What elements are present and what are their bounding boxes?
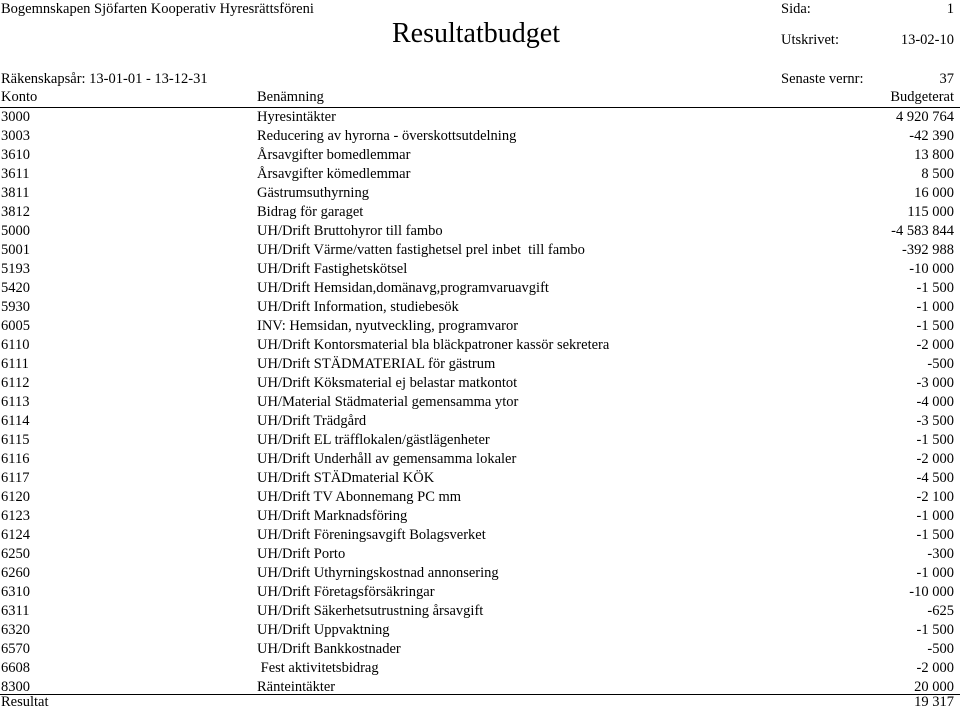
row-amount: -1 000 [916, 299, 954, 315]
row-account: 5000 [1, 223, 30, 239]
row-name: Årsavgifter kömedlemmar [257, 166, 411, 182]
row-account: 3611 [1, 166, 30, 182]
row-name: UH/Drift Värme/vatten fastighetsel prel inbet till fambo [257, 242, 585, 258]
row-account: 6115 [1, 432, 30, 448]
version-label: Senaste vernr: [781, 71, 864, 87]
table-row [0, 659, 960, 678]
row-account: 6260 [1, 565, 30, 581]
table-row [0, 260, 960, 279]
row-name: INV: Hemsidan, nyutveckling, programvaror [257, 318, 519, 334]
row-amount: 20 000 [914, 679, 954, 695]
row-account: 6117 [1, 470, 30, 486]
row-name: Hyresintäkter [257, 109, 336, 125]
table-row [0, 184, 960, 203]
page-label: Sida: [781, 1, 811, 17]
row-name: Fest aktivitetsbidrag [257, 660, 379, 676]
row-account: 3610 [1, 147, 30, 163]
row-account: 6110 [1, 337, 30, 353]
row-amount: -2 000 [916, 660, 954, 676]
row-account: 6570 [1, 641, 30, 657]
table-row [0, 108, 960, 127]
table-row [0, 127, 960, 146]
table-row [0, 298, 960, 317]
total-divider [0, 694, 960, 695]
row-amount: -1 000 [916, 508, 954, 524]
table-row [0, 412, 960, 431]
row-account: 6113 [1, 394, 30, 410]
row-amount: -1 500 [916, 527, 954, 543]
row-amount: -1 000 [916, 565, 954, 581]
row-name: UH/Drift TV Abonnemang PC mm [257, 489, 462, 505]
table-row [0, 336, 960, 355]
row-account: 6005 [1, 318, 30, 334]
table-row [0, 564, 960, 583]
row-account: 6250 [1, 546, 30, 562]
row-account: 6123 [1, 508, 30, 524]
row-name: UH/Drift Föreningsavgift Bolagsverket [257, 527, 486, 543]
row-name: UH/Drift Fastighetskötsel [257, 261, 408, 277]
row-amount: 8 500 [921, 166, 954, 182]
row-amount: -392 988 [902, 242, 954, 258]
table-row [0, 222, 960, 241]
table-row [0, 640, 960, 659]
row-name: UH/Drift Köksmaterial ej belastar matkontot [257, 375, 518, 391]
printed-date: 13-02-10 [900, 32, 954, 48]
report-title: Resultatbudget [392, 18, 560, 49]
table-row [0, 488, 960, 507]
table-row [0, 317, 960, 336]
row-name: UH/Drift Säkerhetsutrustning årsavgift [257, 603, 484, 619]
row-name: UH/Drift Hemsidan,domänavg,programvaruavgift [257, 280, 549, 296]
row-name: UH/Drift Bruttohyror till fambo [257, 223, 443, 239]
row-amount: -625 [927, 603, 954, 619]
table-row [0, 279, 960, 298]
row-account: 5001 [1, 242, 30, 258]
table-row [0, 355, 960, 374]
version-number: 37 [939, 71, 954, 87]
row-amount: -4 500 [916, 470, 954, 486]
row-amount: -500 [927, 641, 954, 657]
table-row [0, 203, 960, 222]
row-name: UH/Drift STÄDMATERIAL för gästrum [257, 356, 496, 372]
row-amount: -1 500 [916, 622, 954, 638]
row-name: Ränteintäkter [257, 679, 336, 695]
table-row [0, 146, 960, 165]
row-account: 5930 [1, 299, 30, 315]
page-number: 1 [946, 1, 954, 17]
table-row [0, 469, 960, 488]
budget-table [0, 108, 960, 697]
table-row [0, 431, 960, 450]
row-account: 6124 [1, 527, 30, 543]
table-row [0, 165, 960, 184]
row-name: UH/Drift Uppvaktning [257, 622, 390, 638]
row-account: 6120 [1, 489, 30, 505]
table-row [0, 507, 960, 526]
column-header-name: Benämning [257, 89, 324, 105]
row-name: UH/Drift STÄDmaterial KÖK [257, 470, 435, 486]
row-name: UH/Drift Kontorsmaterial bla bläckpatroner kassör sekretera [257, 337, 610, 353]
row-amount: -1 500 [916, 432, 954, 448]
row-name: UH/Drift Underhåll av gemensamma lokaler [257, 451, 517, 467]
row-amount: -2 000 [916, 451, 954, 467]
table-row [0, 393, 960, 412]
total-label: Resultat [1, 694, 49, 710]
row-amount: -1 500 [916, 280, 954, 296]
row-name: UH/Drift Företagsförsäkringar [257, 584, 435, 600]
row-name: Reducering av hyrorna - överskottsutdelning [257, 128, 517, 144]
column-header-account: Konto [1, 89, 38, 105]
row-name: UH/Drift Uthyrningskostnad annonsering [257, 565, 499, 581]
row-name: UH/Drift Bankkostnader [257, 641, 401, 657]
total-value: 19 317 [914, 694, 954, 710]
row-account: 3003 [1, 128, 30, 144]
row-amount: -2 000 [916, 337, 954, 353]
table-row [0, 545, 960, 564]
table-row [0, 526, 960, 545]
row-amount: -10 000 [909, 584, 954, 600]
row-amount: -1 500 [916, 318, 954, 334]
row-amount: -42 390 [909, 128, 954, 144]
organization-name: Bogemnskapen Sjöfarten Kooperativ Hyresrättsföreni [1, 1, 314, 17]
table-row [0, 621, 960, 640]
row-account: 6116 [1, 451, 30, 467]
row-account: 6112 [1, 375, 30, 391]
row-account: 3811 [1, 185, 30, 201]
table-row [0, 583, 960, 602]
row-account: 5193 [1, 261, 30, 277]
row-name: Gästrumsuthyrning [257, 185, 369, 201]
row-account: 6320 [1, 622, 30, 638]
row-account: 3812 [1, 204, 30, 220]
row-amount: -500 [927, 356, 954, 372]
row-name: UH/Drift Porto [257, 546, 346, 562]
fiscal-year: Räkenskapsår: 13-01-01 - 13-12-31 [1, 71, 208, 87]
table-row [0, 602, 960, 621]
table-row [0, 241, 960, 260]
row-amount: -4 583 844 [891, 223, 954, 239]
row-amount: 4 920 764 [896, 109, 954, 125]
printed-label: Utskrivet: [781, 32, 839, 48]
row-name: UH/Drift Trädgård [257, 413, 367, 429]
row-account: 6608 [1, 660, 30, 676]
row-amount: -10 000 [909, 261, 954, 277]
row-name: Årsavgifter bomedlemmar [257, 147, 411, 163]
row-account: 6111 [1, 356, 29, 372]
row-name: UH/Drift Information, studiebesök [257, 299, 459, 315]
row-amount: -2 100 [916, 489, 954, 505]
row-account: 8300 [1, 679, 30, 695]
row-amount: 115 000 [907, 204, 954, 220]
column-header-budget: Budgeterat [890, 89, 954, 105]
row-amount: -3 500 [916, 413, 954, 429]
row-name: UH/Material Städmaterial gemensamma ytor [257, 394, 519, 410]
row-amount: -3 000 [916, 375, 954, 391]
row-account: 6311 [1, 603, 30, 619]
row-name: UH/Drift EL träfflokalen/gästlägenheter [257, 432, 490, 448]
row-amount: -300 [927, 546, 954, 562]
row-account: 6310 [1, 584, 30, 600]
row-name: UH/Drift Marknadsföring [257, 508, 408, 524]
row-account: 3000 [1, 109, 30, 125]
row-amount: 13 800 [914, 147, 954, 163]
row-account: 5420 [1, 280, 30, 296]
table-row [0, 450, 960, 469]
row-account: 6114 [1, 413, 30, 429]
table-row [0, 374, 960, 393]
row-name: Bidrag för garaget [257, 204, 364, 220]
row-amount: -4 000 [916, 394, 954, 410]
row-amount: 16 000 [914, 185, 954, 201]
